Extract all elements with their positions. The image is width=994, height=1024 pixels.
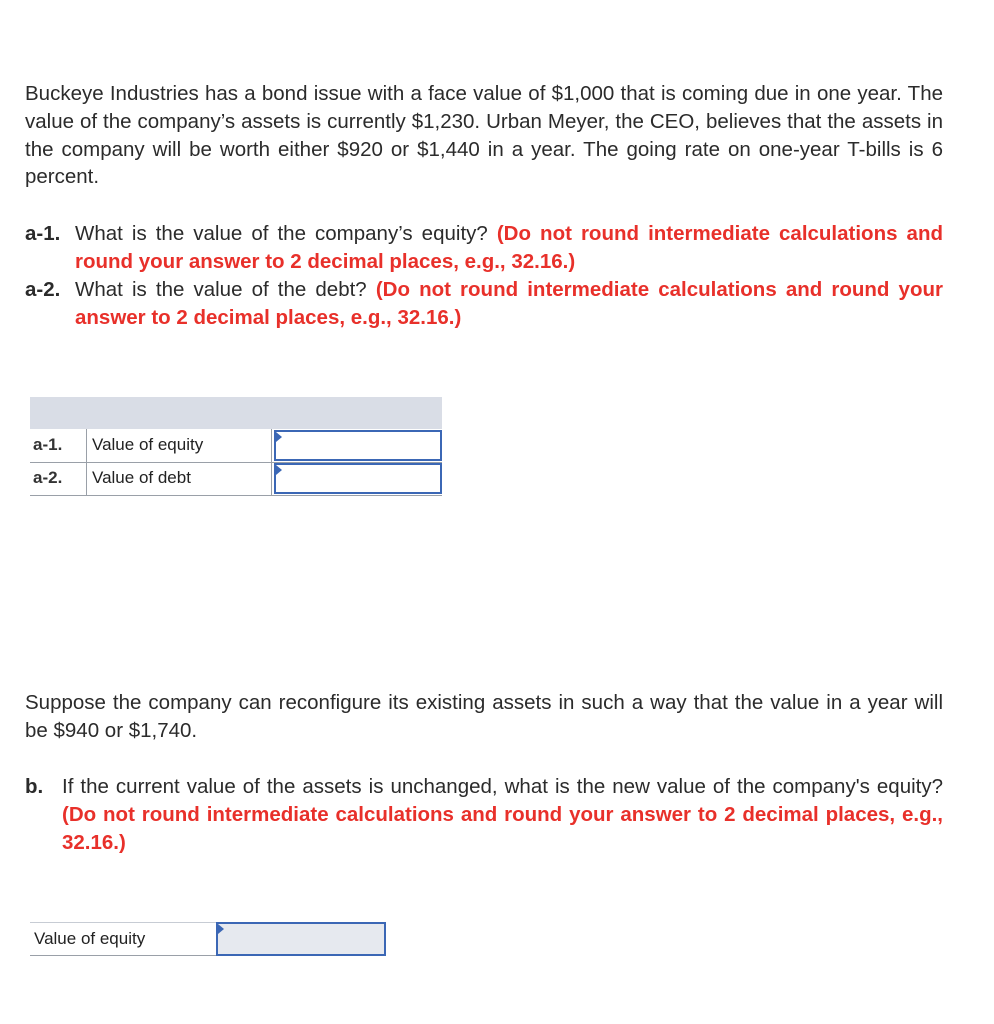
- row-number: a-1.: [33, 435, 63, 454]
- question-a2-body: [75, 276, 943, 332]
- input-flag-icon: [276, 432, 282, 442]
- question-b: [25, 773, 943, 856]
- answer-table-header: [30, 397, 442, 429]
- scenario-b-prompt: Suppose the company can reconfigure its existing assets in such a way that the value in a year will be $940 or $1,740.: [25, 691, 943, 742]
- new-equity-value-input[interactable]: [216, 922, 386, 956]
- question-b-text: If the current value of the assets is unchanged, what is the new value of the company's equity?: [62, 775, 943, 798]
- question-a2-instruction: (Do not round intermediate calculations and round your answer to 2 decimal places, e.g., 32.16.): [75, 278, 943, 329]
- row-label: Value of equity: [30, 922, 216, 956]
- question-b-instruction: (Do not round intermediate calculations and round your answer to 2 decimal places, e.g., 32.16.): [62, 802, 943, 854]
- answer-table-b: [30, 922, 386, 956]
- row-label: Value of equity: [86, 429, 272, 462]
- question-b-label: b.: [25, 775, 44, 798]
- question-a1: [25, 220, 943, 276]
- question-b-body: [62, 773, 943, 856]
- question-a1-body: [75, 220, 943, 276]
- row-label: Value of debt: [86, 462, 272, 495]
- problem-statement: Buckeye Industries has a bond issue with a face value of $1,000 that is coming due in one year. The value of the company’s assets is currently $1,230. Urban Meyer, the CEO, believes that the assets in the company will be worth either $920 or $1,440 in a year. The going rate on one-year T-bills is 6 percent.: [25, 82, 943, 189]
- input-flag-icon: [218, 924, 224, 934]
- input-flag-icon: [276, 465, 282, 475]
- question-a2-text: What is the value of the debt?: [75, 278, 367, 301]
- equity-value-input[interactable]: [274, 430, 442, 461]
- row-number: a-2.: [33, 468, 63, 487]
- question-a2: [25, 276, 943, 332]
- question-a2-label: a-2.: [25, 278, 61, 301]
- question-a1-instruction: (Do not round intermediate calculations and round your answer to 2 decimal places, e.g., 32.16.): [75, 222, 943, 273]
- question-a1-label: a-1.: [25, 222, 61, 245]
- debt-value-input[interactable]: [274, 463, 442, 494]
- question-a1-text: What is the value of the company’s equity?: [75, 222, 488, 245]
- answer-table-a: [30, 397, 442, 497]
